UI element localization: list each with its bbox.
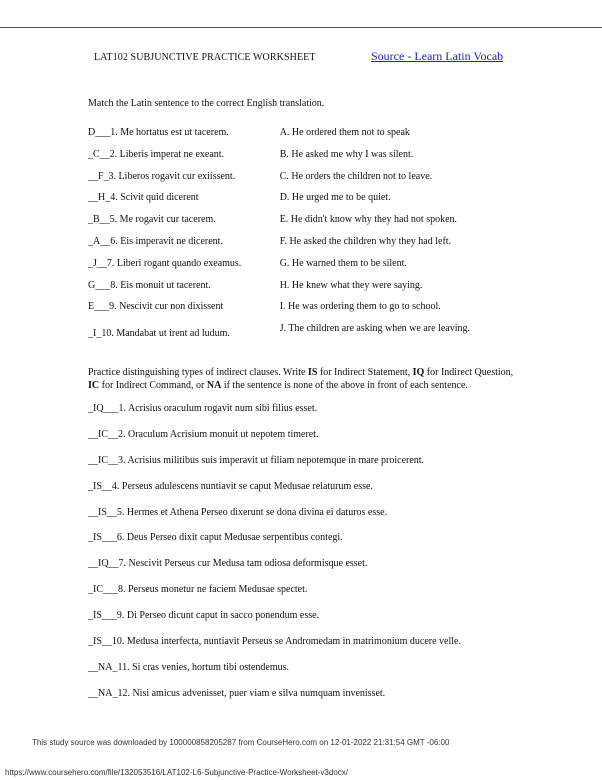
match-row (88, 318, 528, 346)
list-item: __IQ__7. Nescivit Perseus cur Medusa tam odiosa deformisque esset. (88, 558, 368, 570)
matching-list (88, 122, 528, 346)
list-item: _IS__10. Medusa interfecta, nuntiavit Perseus se Andromedam in matrimonium ducere velle. (88, 636, 461, 648)
code-ic: IC (88, 380, 100, 391)
match-row (88, 122, 528, 144)
match-row (88, 231, 528, 253)
match-row (88, 144, 528, 166)
english-translation: G. He warned them to be silent. (279, 257, 407, 269)
english-translation: C. He orders the children not to leave. (279, 170, 433, 182)
worksheet-title: LAT102 SUBJUNCTIVE PRACTICE WORKSHEET (94, 52, 316, 63)
instruction-text: for Indirect Question, (424, 367, 514, 378)
english-translation: D. He urged me to be quiet. (279, 192, 391, 204)
code-na: NA (206, 380, 222, 391)
source-link[interactable]: Source - Learn Latin Vocab (371, 49, 504, 63)
footer-url: https://www.coursehero.com/file/132053516/LAT102-L6-Subjunctive-Practice-Worksheet-v3docx/ (5, 768, 348, 777)
code-iq: IQ (412, 367, 425, 378)
list-item: _IS___9. Di Perseo dicunt caput in sacco ponendum esse. (88, 610, 320, 622)
english-translation: B. He asked me why I was silent. (279, 148, 414, 160)
clause-sentence-list (88, 403, 528, 714)
list-item: __IC__2. Oraculum Acrisium monuit ut nepotem timeret. (88, 428, 319, 440)
latin-sentence: __F_3. Liberos rogavit cur exiissent. (88, 170, 236, 182)
list-item: __NA_11. Si cras venies, hortum tibi ostendemus. (88, 661, 289, 673)
list-item: _IC___8. Perseus monetur ne faciem Medusae spectet. (88, 584, 308, 596)
latin-sentence: _J__7. Liberi rogant quando exeamus. (88, 257, 242, 269)
instruction-text: for Indirect Command, or (99, 380, 207, 391)
match-row (88, 209, 528, 231)
english-translation: F. He asked the children why they had left. (279, 235, 452, 247)
latin-sentence: _A__6. Eis imperavit ne dicerent. (88, 235, 223, 247)
top-divider (0, 27, 602, 28)
match-row (88, 187, 528, 209)
latin-sentence: _I_10. Mandabat ut irent ad ludum. (88, 328, 230, 340)
list-item: _IS__4. Perseus adulescens nuntiavit se caput Medusae relaturum esse. (88, 480, 373, 492)
match-row (88, 253, 528, 275)
list-item: _IQ___1. Acrisius oraculum rogavit num sibi filius esset. (88, 403, 318, 414)
latin-sentence: __H_4. Scivit quid dicerent (88, 192, 199, 204)
instruction-text: Practice distinguishing types of indirect clauses. Write (88, 367, 308, 378)
match-row (88, 296, 528, 318)
instruction-text: for Indirect Statement, (317, 367, 413, 378)
matching-instruction: Match the Latin sentence to the correct English translation. (88, 98, 325, 109)
list-item: __IS__5. Hermes et Athena Perseo dixerunt se dona divina ei daturos esse. (88, 506, 388, 518)
english-translation: E. He didn't know why they had not spoken. (279, 214, 458, 226)
code-is: IS (307, 367, 318, 378)
latin-sentence: _C__2. Liberis imperat ne exeant. (88, 148, 225, 160)
latin-sentence: E___9. Nescivit cur non dixissent (88, 301, 224, 313)
latin-sentence: D___1. Me hortatus est ut tacerem. (88, 127, 229, 138)
list-item: __IC__3. Acrisius militibus suis imperavit ut filiam nepotemque in mare proicerent. (88, 454, 425, 466)
clause-type-instruction (88, 366, 528, 392)
match-row (88, 166, 528, 188)
instruction-text: if the sentence is none of the above in front of each sentence. (221, 380, 468, 391)
english-translation: I. He was ordering them to go to school. (279, 301, 441, 313)
list-item: _IS___6. Deus Perseo dixit caput Medusae serpentibus contegi. (88, 532, 343, 544)
latin-sentence: _B__5. Me rogavit cur tacerem. (88, 214, 216, 226)
english-translation: H. He knew what they were saying. (279, 279, 423, 291)
match-row (88, 275, 528, 297)
english-translation: J. The children are asking when we are leaving. (279, 323, 470, 335)
english-translation: A. He ordered them not to speak (279, 127, 410, 138)
list-item: __NA_12. Nisi amicus advenisset, puer viam e silva numquam invenisset. (88, 687, 386, 699)
latin-sentence: G___8. Eis monuit ut tacerent. (88, 279, 211, 291)
download-notice: This study source was downloaded by 100000858205287 from CourseHero.com on 12-01-2022 21:31:54 GMT -06:00 (32, 738, 450, 747)
